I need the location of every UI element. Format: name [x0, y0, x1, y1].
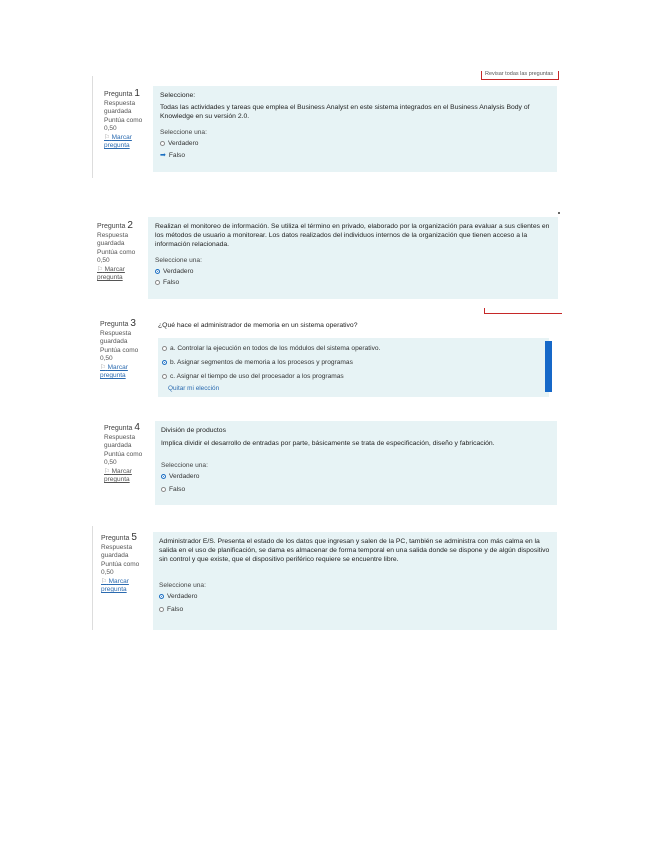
- flag-icon: ⚐: [104, 467, 110, 475]
- flag-icon: ⚐: [104, 133, 110, 141]
- divider: [92, 526, 93, 630]
- red-underline: [484, 313, 562, 314]
- question-number: 1: [134, 88, 140, 99]
- question-text: Implica dividir el desarrollo de entradas por parte, básicamente se trata de especificación, diseño y fabricación.: [161, 440, 495, 447]
- radio-button-selected[interactable]: [161, 474, 166, 479]
- question-text: Realizan el monitoreo de información. Se utiliza el término en privado, elaborado por la organización para evaluar a sus clientes en los métodos de usuario a monitorear. Los datos realizados del individuos internos de la organización que tienen acceso a la información relacionada.: [155, 223, 550, 248]
- score-text: Puntúa como 0,50: [100, 346, 139, 362]
- question-info: [104, 90, 148, 151]
- score-text: Puntúa como 0,50: [104, 116, 143, 132]
- option-true[interactable]: Verdadero: [155, 268, 551, 275]
- radio-button[interactable]: [162, 346, 167, 351]
- option-false[interactable]: Falso: [161, 486, 551, 493]
- select-prompt: Seleccione una:: [160, 129, 207, 136]
- option-true[interactable]: Verdadero: [161, 473, 551, 480]
- answer-area: [158, 338, 549, 397]
- question-info: Pregunta 3 Respuesta guardada Puntúa como 0,50 ⚐ Marcar pregunta: [100, 320, 146, 381]
- question-info: Pregunta 4 Respuesta guardada Puntúa como 0,50 ⚐ Marcar pregunta: [104, 424, 150, 485]
- question-panel: [152, 316, 555, 402]
- question-text: Administrador E/S. Presenta el estado de los datos que ingresan y salen de la PC, también se administra con más calma en la salida en el uso de planificación, se dama es almacenar de forma temporal en una salida donde se dispone y de algún dispositivo sin control y que existe, que el dispositivo periférico requiere se encuentre libre.: [159, 538, 550, 563]
- question-panel: [155, 421, 557, 505]
- review-all-link[interactable]: Revisar todas las preguntas: [481, 71, 559, 80]
- question-panel: [148, 217, 558, 299]
- select-prompt: Seleccione una:: [159, 582, 206, 589]
- option-a[interactable]: a. Controlar la ejecución en todos de los módulos del sistema operativo.: [162, 345, 545, 352]
- score-text: Puntúa como 0,50: [101, 560, 140, 576]
- red-tick: [484, 308, 485, 314]
- question-info: Pregunta 5 Respuesta guardada Puntúa como 0,50 ⚐ Marcar pregunta: [101, 534, 147, 595]
- flag-icon: ⚐: [101, 577, 107, 585]
- radio-button[interactable]: [155, 280, 160, 285]
- status-text: Respuesta guardada: [101, 543, 133, 559]
- option-false[interactable]: Falso: [155, 279, 551, 286]
- question-info: Pregunta 2 Respuesta guardada Puntúa como 0,50 ⚐ Marcar pregunta: [97, 222, 143, 283]
- question-text: ¿Qué hace el administrador de memoria en un sistema operativo?: [158, 322, 358, 329]
- scrollbar-thumb[interactable]: [545, 341, 552, 392]
- radio-button[interactable]: [161, 487, 166, 492]
- radio-button[interactable]: [162, 374, 167, 379]
- select-prompt: Seleccione una:: [155, 257, 202, 264]
- radio-button[interactable]: [160, 141, 165, 146]
- flag-question-link[interactable]: ⚐ Marcar pregunta: [104, 467, 132, 483]
- question-heading: División de productos: [161, 427, 226, 434]
- selected-arrow-icon: ➡: [160, 152, 166, 159]
- option-b[interactable]: b. Asignar segmentos de memoria a los procesos y programas: [162, 359, 545, 366]
- option-false[interactable]: Falso: [159, 606, 551, 613]
- question-heading: Seleccione:: [160, 92, 196, 99]
- flag-icon: ⚐: [100, 363, 106, 371]
- flag-question-link[interactable]: ⚐ Marcar pregunta: [104, 133, 132, 149]
- score-text: Puntúa como 0,50: [97, 248, 136, 264]
- divider: [92, 76, 93, 178]
- status-text: Respuesta guardada: [104, 433, 136, 449]
- radio-button-selected[interactable]: [162, 360, 167, 365]
- score-text: Puntúa como 0,50: [104, 450, 143, 466]
- question-label: Pregunta: [104, 91, 133, 98]
- radio-button[interactable]: [159, 607, 164, 612]
- status-text: Respuesta guardada: [104, 99, 136, 115]
- status-text: Respuesta guardada: [100, 329, 132, 345]
- flag-icon: ⚐: [97, 265, 103, 273]
- option-true[interactable]: Verdadero: [159, 593, 551, 600]
- question-panel: [153, 86, 557, 172]
- clear-choice-link[interactable]: Quitar mi elección: [168, 385, 220, 392]
- option-false[interactable]: ➡ Falso: [160, 151, 185, 159]
- question-text: Todas las actividades y tareas que emplea el Business Analyst en este sistema integrados en el Business Analysis Body of Knowledge en su versión 2.0.: [160, 104, 530, 120]
- flag-question-link[interactable]: ⚐ Marcar pregunta: [97, 265, 125, 281]
- option-c[interactable]: c. Asignar el tiempo de uso del procesador a los programas: [162, 373, 545, 380]
- flag-question-link[interactable]: ⚐ Marcar pregunta: [101, 577, 129, 593]
- status-text: Respuesta guardada: [97, 231, 129, 247]
- question-panel: [153, 532, 557, 630]
- select-prompt: Seleccione una:: [161, 462, 208, 469]
- radio-button-selected[interactable]: [159, 594, 164, 599]
- flag-question-link[interactable]: ⚐ Marcar pregunta: [100, 363, 128, 379]
- dot: [558, 212, 560, 214]
- option-true[interactable]: Verdadero: [160, 140, 550, 147]
- radio-button-selected[interactable]: [155, 269, 160, 274]
